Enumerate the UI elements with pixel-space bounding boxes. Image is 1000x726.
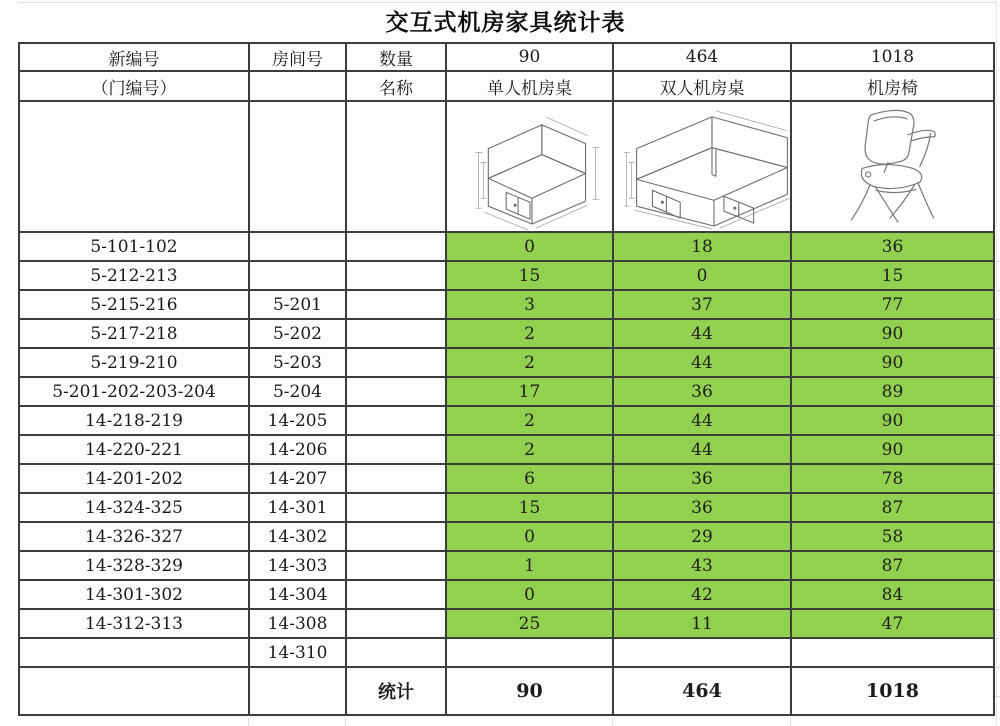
table-row	[19, 232, 994, 261]
cell-double-desk-count: 11	[613, 609, 791, 638]
cell-quantity	[346, 522, 446, 551]
table-row	[19, 609, 994, 638]
empty-cell	[249, 667, 346, 715]
cell-room-number: 14-206	[249, 435, 346, 464]
header-door-number: （门编号）	[19, 71, 249, 101]
table-row	[19, 464, 994, 493]
cell-single-desk-count: 0	[446, 232, 613, 261]
cell-new-number: 5-219-210	[19, 348, 249, 377]
header-room-number: 房间号	[249, 43, 346, 71]
header-row-1	[19, 43, 994, 71]
cell-quantity	[346, 435, 446, 464]
faint-gridline-bottom	[790, 718, 791, 726]
cell-quantity	[346, 609, 446, 638]
totals-chair: 1018	[791, 667, 994, 715]
header-row-2	[19, 71, 994, 101]
faint-gridline-bottom	[345, 718, 346, 726]
cell-room-number: 14-310	[249, 638, 346, 667]
header-name-label: 名称	[346, 71, 446, 101]
cell-single-desk-count: 25	[446, 609, 613, 638]
chair-drawing-cell	[791, 101, 994, 232]
cell-quantity	[346, 638, 446, 667]
header-empty-cell	[249, 71, 346, 101]
cell-quantity	[346, 232, 446, 261]
cell-quantity	[346, 464, 446, 493]
header-new-number: 新编号	[19, 43, 249, 71]
cell-chair-count: 87	[791, 493, 994, 522]
cell-new-number: 14-326-327	[19, 522, 249, 551]
totals-double-desk: 464	[613, 667, 791, 715]
cell-new-number: 14-312-313	[19, 609, 249, 638]
single-desk-technical-drawing	[454, 103, 606, 230]
table-row	[19, 261, 994, 290]
cell-double-desk-count: 44	[613, 435, 791, 464]
cell-room-number: 5-203	[249, 348, 346, 377]
cell-double-desk-count: 44	[613, 319, 791, 348]
cell-new-number: 5-217-218	[19, 319, 249, 348]
cell-single-desk-count: 6	[446, 464, 613, 493]
cell-room-number	[249, 261, 346, 290]
header-single-desk-total: 90	[446, 43, 613, 71]
cell-room-number: 5-201	[249, 290, 346, 319]
table-row	[19, 377, 994, 406]
cell-quantity	[346, 580, 446, 609]
table-row	[19, 348, 994, 377]
cell-quantity	[346, 261, 446, 290]
cell-single-desk-count: 1	[446, 551, 613, 580]
empty-cell	[346, 101, 446, 232]
cell-room-number: 5-204	[249, 377, 346, 406]
cell-single-desk-count: 2	[446, 319, 613, 348]
table-row	[19, 290, 994, 319]
cell-room-number: 14-301	[249, 493, 346, 522]
cell-new-number: 14-220-221	[19, 435, 249, 464]
cell-room-number: 14-207	[249, 464, 346, 493]
cell-chair-count: 90	[791, 406, 994, 435]
furniture-table	[18, 42, 995, 716]
cell-single-desk-count: 0	[446, 580, 613, 609]
double-desk-technical-drawing	[616, 103, 791, 230]
cell-chair-count: 47	[791, 609, 994, 638]
table-row	[19, 435, 994, 464]
cell-room-number: 14-302	[249, 522, 346, 551]
cell-new-number	[19, 638, 249, 667]
cell-room-number: 14-303	[249, 551, 346, 580]
cell-room-number: 5-202	[249, 319, 346, 348]
cell-single-desk-count: 15	[446, 493, 613, 522]
cell-quantity	[346, 493, 446, 522]
page-title: 交互式机房家具统计表	[385, 9, 626, 36]
header-chair-total: 1018	[791, 43, 994, 71]
cell-new-number: 5-215-216	[19, 290, 249, 319]
table-row	[19, 493, 994, 522]
cell-single-desk-count: 0	[446, 522, 613, 551]
cell-chair-count	[791, 638, 994, 667]
table-row	[19, 551, 994, 580]
totals-row	[19, 667, 994, 715]
empty-cell	[19, 667, 249, 715]
cell-quantity	[346, 377, 446, 406]
cell-new-number: 14-301-302	[19, 580, 249, 609]
cell-new-number: 5-201-202-203-204	[19, 377, 249, 406]
cell-double-desk-count: 36	[613, 493, 791, 522]
faint-gridline-top	[18, 2, 996, 3]
table-row	[19, 580, 994, 609]
cell-chair-count: 89	[791, 377, 994, 406]
cell-double-desk-count: 36	[613, 464, 791, 493]
cell-chair-count: 36	[791, 232, 994, 261]
faint-gridline-bottom	[248, 718, 249, 726]
header-single-desk-name: 单人机房桌	[446, 71, 613, 101]
cell-double-desk-count: 37	[613, 290, 791, 319]
cell-double-desk-count: 44	[613, 348, 791, 377]
cell-double-desk-count: 42	[613, 580, 791, 609]
header-chair-name: 机房椅	[791, 71, 994, 101]
empty-cell	[19, 101, 249, 232]
cell-chair-count: 58	[791, 522, 994, 551]
cell-quantity	[346, 348, 446, 377]
cell-chair-count: 78	[791, 464, 994, 493]
totals-label: 统计	[346, 667, 446, 715]
cell-room-number: 14-308	[249, 609, 346, 638]
cell-chair-count: 84	[791, 580, 994, 609]
cell-double-desk-count	[613, 638, 791, 667]
cell-double-desk-count: 36	[613, 377, 791, 406]
cell-double-desk-count: 29	[613, 522, 791, 551]
cell-double-desk-count: 44	[613, 406, 791, 435]
totals-single-desk: 90	[446, 667, 613, 715]
cell-quantity	[346, 406, 446, 435]
cell-new-number: 14-324-325	[19, 493, 249, 522]
cell-new-number: 5-212-213	[19, 261, 249, 290]
table-row	[19, 406, 994, 435]
cell-double-desk-count: 0	[613, 261, 791, 290]
cell-new-number: 14-328-329	[19, 551, 249, 580]
table-row	[19, 319, 994, 348]
chair-technical-drawing	[818, 103, 968, 230]
cell-new-number: 5-101-102	[19, 232, 249, 261]
cell-single-desk-count	[446, 638, 613, 667]
cell-chair-count: 15	[791, 261, 994, 290]
table-row	[19, 522, 994, 551]
header-double-desk-total: 464	[613, 43, 791, 71]
header-quantity-label: 数量	[346, 43, 446, 71]
faint-gridline-bottom	[612, 718, 613, 726]
cell-room-number: 14-205	[249, 406, 346, 435]
cell-quantity	[346, 290, 446, 319]
cell-single-desk-count: 2	[446, 348, 613, 377]
header-double-desk-name: 双人机房桌	[613, 71, 791, 101]
double-desk-drawing-cell	[613, 101, 791, 232]
cell-single-desk-count: 3	[446, 290, 613, 319]
cell-double-desk-count: 18	[613, 232, 791, 261]
cell-chair-count: 90	[791, 319, 994, 348]
drawings-row	[19, 101, 994, 232]
cell-single-desk-count: 2	[446, 435, 613, 464]
cell-quantity	[346, 319, 446, 348]
cell-new-number: 14-218-219	[19, 406, 249, 435]
single-desk-drawing-cell	[446, 101, 613, 232]
cell-quantity	[346, 551, 446, 580]
cell-room-number	[249, 232, 346, 261]
cell-single-desk-count: 17	[446, 377, 613, 406]
table-row	[19, 638, 994, 667]
cell-room-number: 14-304	[249, 580, 346, 609]
cell-chair-count: 90	[791, 348, 994, 377]
empty-cell	[249, 101, 346, 232]
cell-single-desk-count: 2	[446, 406, 613, 435]
cell-new-number: 14-201-202	[19, 464, 249, 493]
cell-chair-count: 87	[791, 551, 994, 580]
cell-single-desk-count: 15	[446, 261, 613, 290]
cell-double-desk-count: 43	[613, 551, 791, 580]
cell-chair-count: 77	[791, 290, 994, 319]
cell-chair-count: 90	[791, 435, 994, 464]
